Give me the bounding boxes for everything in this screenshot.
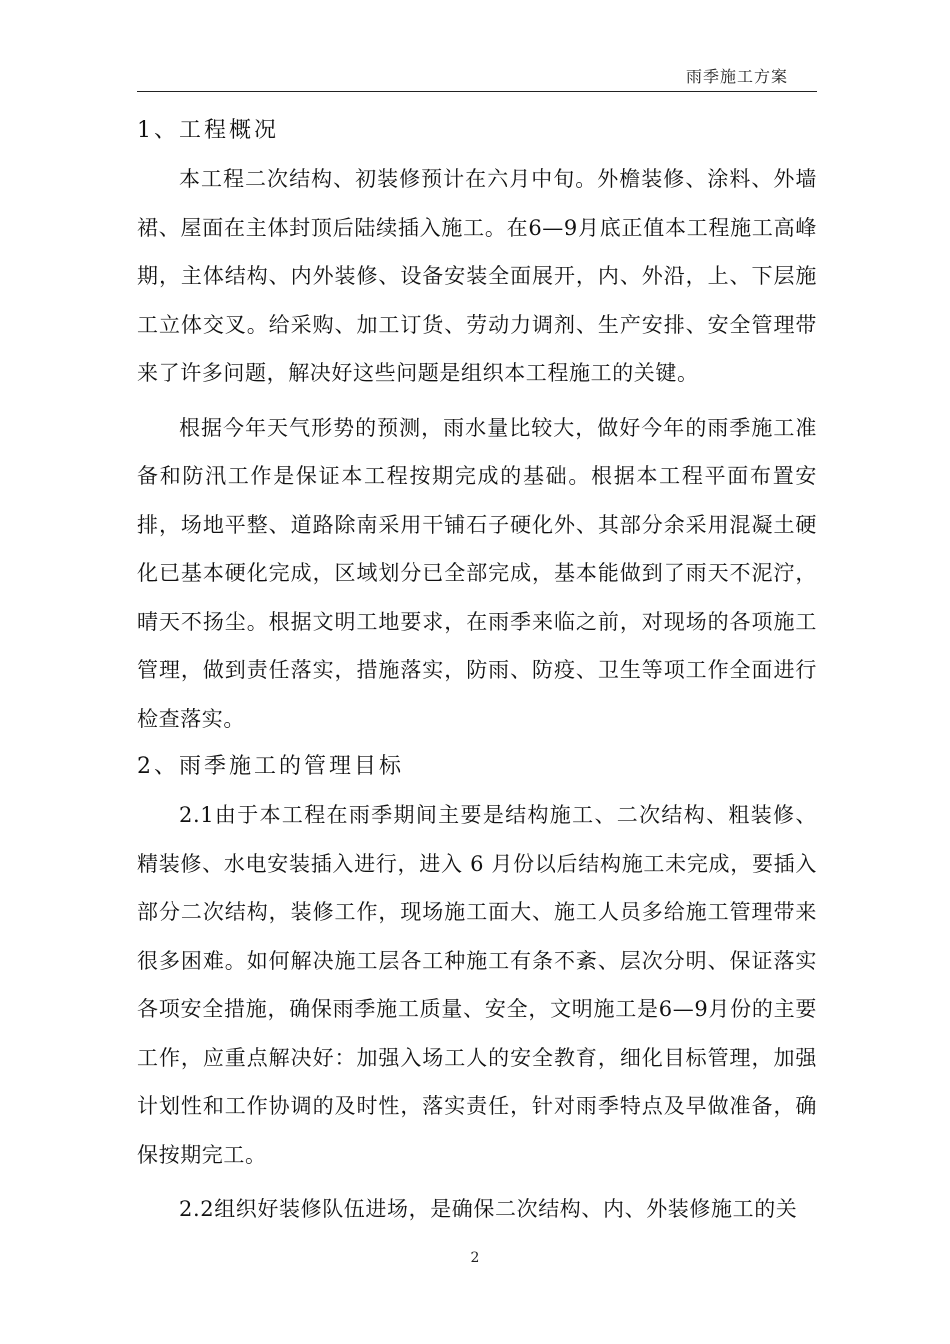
paragraph: 本工程二次结构、初装修预计在六月中旬。外檐装修、涂料、外墙裙、屋面在主体封顶后陆续插入施工。在6—9月底正值本工程施工高峰期，主体结构、内外装修、设备安装全面展开，内、外沿，上、下层施工立体交叉。给采购、加工订货、劳动力调剂、生产安排、安全管理带来了许多问题，解决好这些问题是组织本工程施工的关键。 [137, 167, 817, 385]
paragraph: 根据今年天气形势的预测，雨水量比较大，做好今年的雨季施工准备和防汛工作是保证本工程按期完成的基础。根据本工程平面布置安排，场地平整、道路除南采用干铺石子硬化外、其部分余采用混凝土硬化已基本硬化完成，区域划分已全部完成，基本能做到了雨天不泥泞，晴天不扬尘。根据文明工地要求，在雨季来临之前，对现场的各项施工管理，做到责任落实，措施落实，防雨、防疫、卫生等项工作全面进行检查落实。 [137, 415, 817, 731]
paragraph: 2.2组织好装修队伍进场，是确保二次结构、内、外装修施工的关 [179, 1197, 798, 1221]
running-header: 雨季施工方案 [685, 67, 788, 86]
header-rule [137, 91, 817, 92]
page-number: 2 [470, 1250, 480, 1266]
section-heading-management-goals: 2、雨季施工的管理目标 [137, 754, 404, 779]
paragraph: 2.1由于本工程在雨季期间主要是结构施工、二次结构、粗装修、精装修、水电安装插入进行，进入 6 月份以后结构施工未完成，要插入部分二次结构，装修工作，现场施工面大、施工人员多给施工管理带来很多困难。如何解决施工层各工种施工有条不紊、层次分明、保证落实各项安全措施，确保雨季施工质量、安全，文明施工是6—9月份的主要工作，应重点解决好：加强入场工人的安全教育，细化目标管理，加强计划性和工作协调的及时性，落实责任，针对雨季特点及早做准备，确保按期完工。 [137, 803, 817, 1167]
document-body [137, 107, 817, 1234]
section-heading-overview: 1、工程概况 [137, 118, 279, 143]
